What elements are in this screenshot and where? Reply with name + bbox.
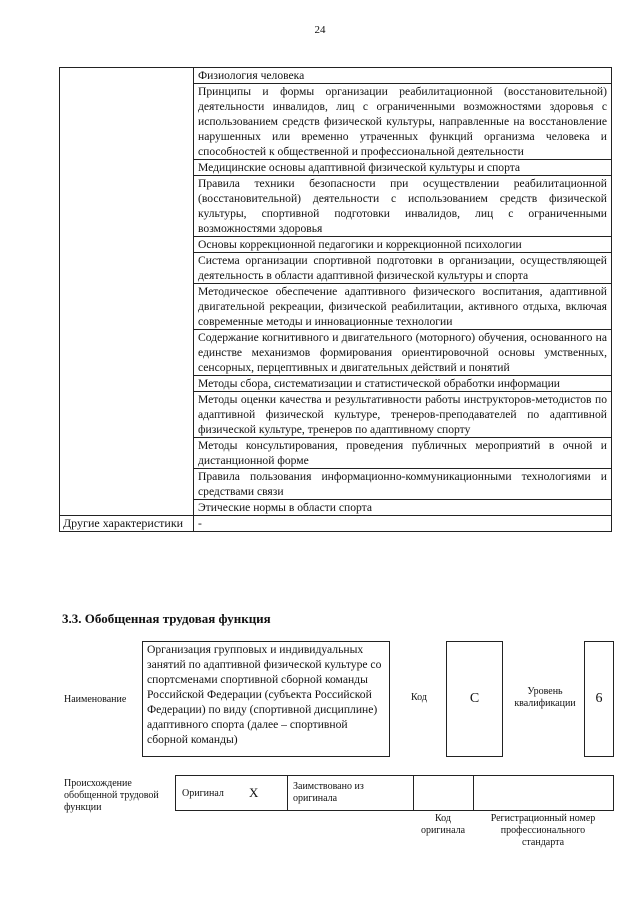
registration-number-caption: Регистрационный номер профессионального стандарта — [490, 813, 596, 848]
knowledge-item: Методы оценки качества и результативности работы инструкторов-методистов по адаптивной физической культуре, тренеров-преподавателей по адаптивной физической культуре, тренеров по адаптивному спорту — [194, 392, 612, 438]
borrowed-label: Заимствовано из оригинала — [293, 781, 364, 804]
code-original-caption: Код оригинала — [420, 813, 466, 836]
knowledge-item: Методическое обеспечение адаптивного физического воспитания, адаптивной двигательной рекреации, физической реабилитации, активного отдыха, включая современные методы и инновационные технологии — [194, 284, 612, 330]
knowledge-item: Методы сбора, систематизации и статистической обработки информации — [194, 376, 612, 392]
function-name-text: Организация групповых и индивидуальных занятий по адаптивной физической культуре со спортсменами спортивной сборной команды Российской Федерации (субъекта Российской Федерации) по виду (спортивной дисциплине) адаптивного спорта (далее – спортивной сборной команды) — [147, 643, 382, 746]
other-characteristics-value: - — [194, 516, 612, 532]
function-name-box — [142, 641, 390, 757]
original-label: Оригинал — [182, 788, 224, 799]
knowledge-row — [60, 68, 612, 84]
knowledge-item: Правила техники безопасности при осуществлении реабилитационной (восстановительной) деятельности с использованием средств физической культуры, спортивной подготовки инвалидов, лиц с ограниченными возможностями здоровья — [194, 176, 612, 237]
knowledge-item: Система организации спортивной подготовки в организации, осуществляющей деятельность в области адаптивной физической культуры и спорта — [194, 253, 612, 284]
knowledge-table — [59, 67, 612, 532]
other-characteristics-row — [60, 516, 612, 532]
knowledge-item: Физиология человека — [194, 68, 612, 84]
origin-divider-2 — [413, 775, 414, 811]
code-label: Код — [411, 692, 427, 703]
knowledge-item: Этические нормы в области спорта — [194, 500, 612, 516]
knowledge-item: Правила пользования информационно-коммуникационными технологиями и средствами связи — [194, 469, 612, 500]
level-box — [584, 641, 614, 757]
knowledge-item: Содержание когнитивного и двигательного (моторного) обучения, основанного на единстве механизмов формирования ориентировочной основы умственных, сенсорных, перцептивных и двигательных действий и понятий — [194, 330, 612, 376]
original-mark: X — [249, 785, 259, 800]
knowledge-item: Принципы и формы организации реабилитационной (восстановительной) деятельности инвалидов, лиц с ограниченными возможностями здоровья с использованием средств физической культуры, направленные на восстановление нарушенных или временно утраченных функций организма человека и способностей к общественной и профессиональной деятельности — [194, 84, 612, 160]
level-label: Уровень квалификации — [514, 686, 576, 709]
section-title: 3.3. Обобщенная трудовая функция — [62, 611, 271, 626]
origin-label: Происхождение обобщенной трудовой функции — [64, 778, 159, 813]
page-number: 24 — [314, 24, 326, 36]
origin-divider-3 — [473, 775, 474, 811]
knowledge-item: Основы коррекционной педагогики и коррекционной психологии — [194, 237, 612, 253]
origin-divider-1 — [287, 775, 288, 811]
code-box — [446, 641, 503, 757]
level-value: 6 — [595, 691, 603, 706]
other-characteristics-label: Другие характеристики — [60, 516, 194, 532]
knowledge-item: Методы консультирования, проведения публичных мероприятий в очной и дистанционной форме — [194, 438, 612, 469]
knowledge-item: Медицинские основы адаптивной физической культуры и спорта — [194, 160, 612, 176]
code-value: C — [469, 691, 480, 706]
knowledge-label-cell — [60, 68, 194, 516]
name-label: Наименование — [64, 694, 127, 705]
